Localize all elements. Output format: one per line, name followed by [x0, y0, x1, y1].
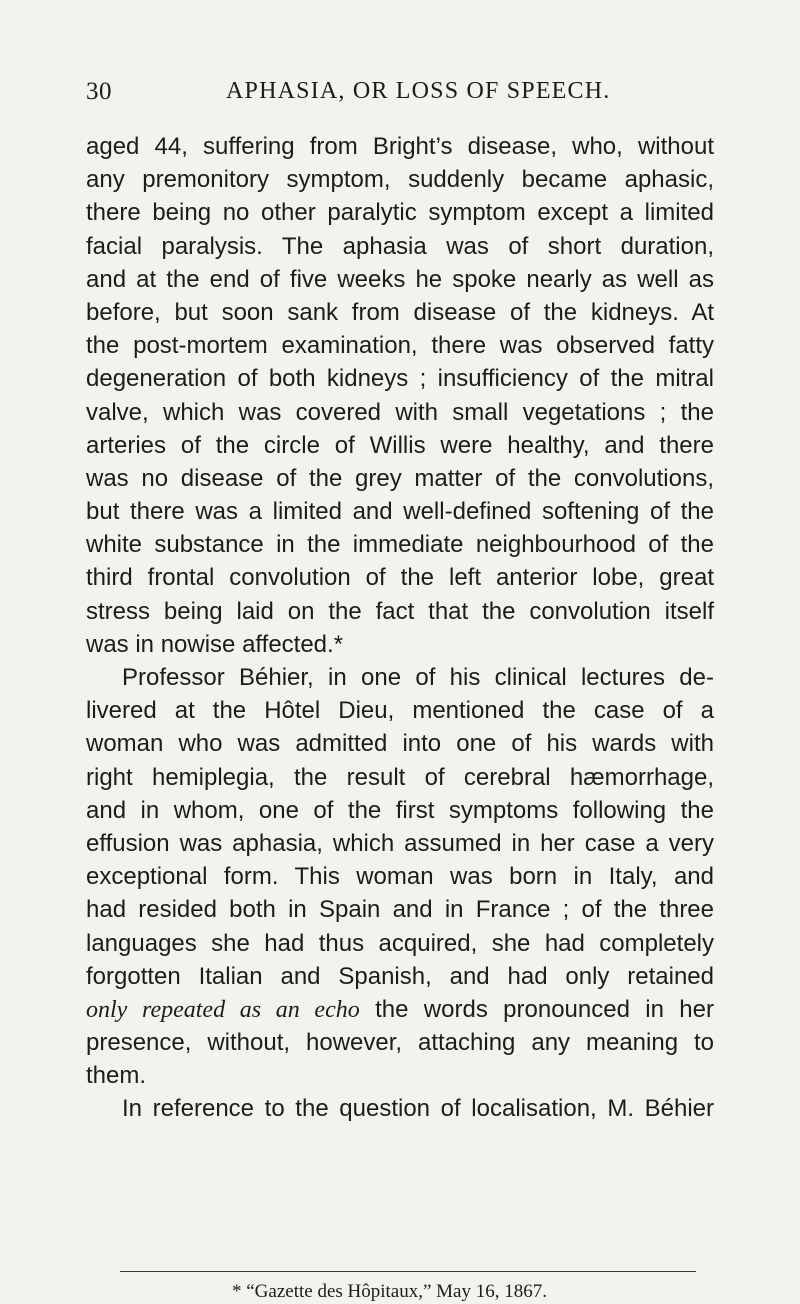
text-line: facial paralysis. The aphasia was of short duration, — [86, 232, 714, 260]
text-line: but there was a limited and well-defined softening of the — [86, 498, 714, 526]
text-line: arteries of the circle of Willis were healthy, and there — [86, 431, 714, 459]
text-line: right hemiplegia, the result of cerebral hæmorrhage, — [86, 763, 714, 791]
text-line: any premonitory symptom, suddenly became aphasic, — [86, 166, 714, 194]
text-line: degeneration of both kidneys ; insufficiency of the mitral — [86, 365, 714, 393]
text-line: the post-mortem examination, there was observed fatty — [86, 332, 714, 360]
text-line-mixed — [86, 993, 714, 1026]
text-line: was in nowise affected.* — [86, 630, 344, 658]
text-line: them. — [86, 1062, 147, 1090]
text-line: presence, without, however, attaching any meaning to — [86, 1029, 714, 1057]
text-line: forgotten Italian and Spanish, and had only retained — [86, 962, 714, 990]
text-segment: the words pronounced in her — [375, 995, 714, 1023]
text-line: aged 44, suffering from Bright’s disease, who, without — [86, 133, 714, 160]
text-line: valve, which was covered with small vegetations ; the — [86, 398, 714, 426]
text-line: and at the end of five weeks he spoke nearly as well as — [86, 265, 714, 293]
text-line: white substance in the immediate neighbourhood of the — [86, 531, 714, 559]
text-line: languages she had thus acquired, she had completely — [86, 929, 714, 957]
text-line: there being no other paralytic symptom except a limited — [86, 199, 714, 227]
footnote: * “Gazette des Hôpitaux,” May 16, 1867. — [232, 1281, 547, 1302]
text-line: was no disease of the grey matter of the convolutions, — [86, 464, 714, 492]
text-line: third frontal convolution of the left anterior lobe, great — [86, 564, 714, 592]
page-number: 30 — [86, 78, 112, 105]
text-line: had resided both in Spain and in France ; of the three — [86, 896, 714, 924]
text-line: Professor Béhier, in one of his clinical lectures de- — [122, 664, 714, 691]
text-line: woman who was admitted into one of his wards with — [86, 730, 714, 758]
text-line: and in whom, one of the first symptoms following the — [86, 796, 714, 824]
footnote-rule — [120, 1271, 696, 1272]
body-text — [86, 130, 714, 1126]
page-header — [86, 78, 714, 112]
italic-text: only repeated as an echo — [86, 996, 360, 1023]
running-head: APHASIA, OR LOSS OF SPEECH. — [226, 78, 611, 104]
text-line: In reference to the question of localisation, M. Béhier — [122, 1095, 714, 1123]
text-line: livered at the Hôtel Dieu, mentioned the case of a — [86, 697, 714, 725]
text-line: before, but soon sank from disease of the kidneys. At — [86, 298, 714, 326]
text-line: effusion was aphasia, which assumed in her case a very — [86, 829, 714, 857]
text-line: exceptional form. This woman was born in Italy, and — [86, 863, 714, 891]
text-line: stress being laid on the fact that the convolution itself — [86, 597, 714, 625]
